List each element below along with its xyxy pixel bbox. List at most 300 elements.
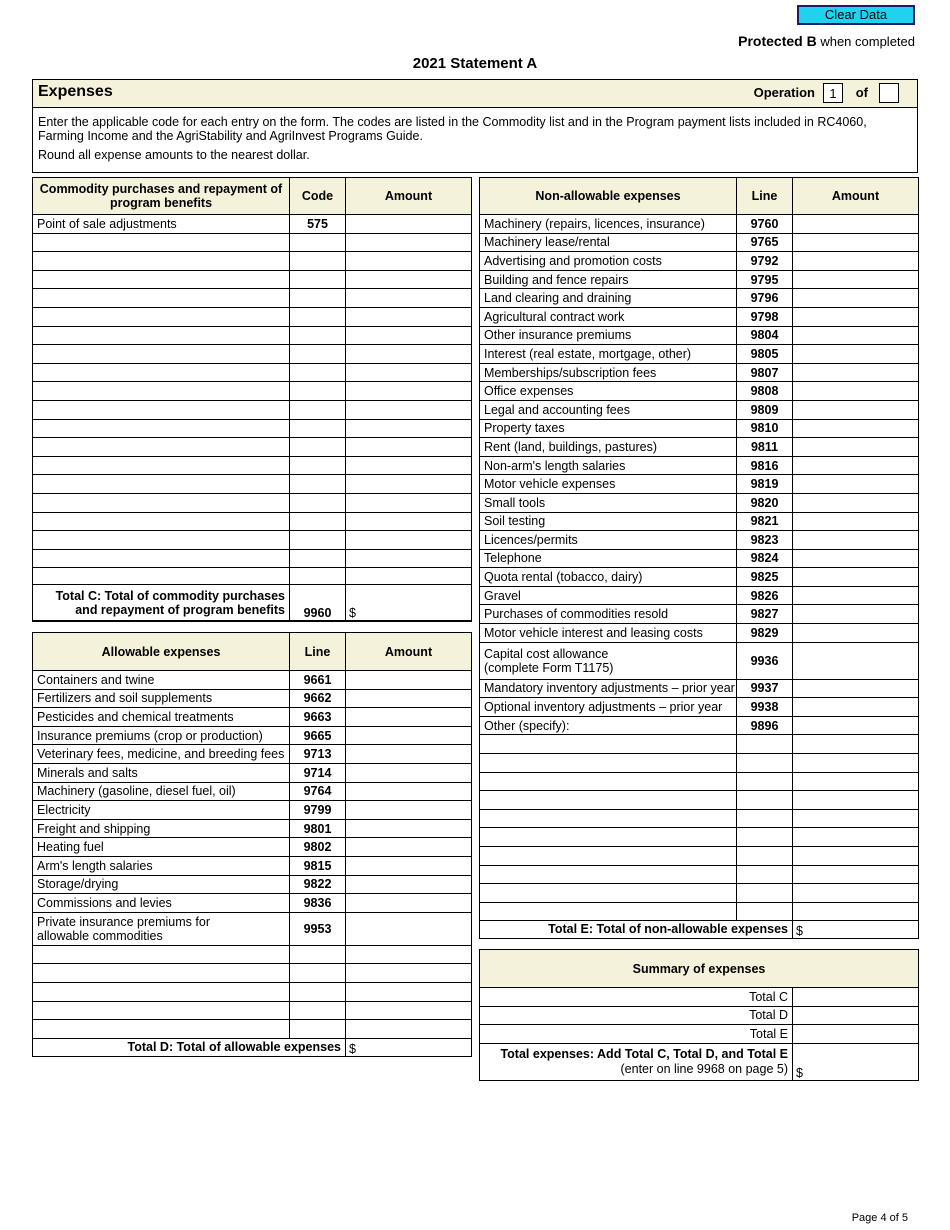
line-number: 9807 [737, 363, 793, 382]
line-number-field[interactable] [290, 945, 346, 964]
amount-field[interactable] [346, 568, 472, 585]
expense-label: Land clearing and draining [480, 289, 737, 308]
expense-label: Fertilizers and soil supplements [33, 689, 290, 708]
expense-label: Soil testing [480, 512, 737, 531]
allowable-expenses-table [32, 632, 472, 1057]
expense-label: Gravel [480, 586, 737, 605]
table-row [33, 1001, 472, 1020]
table-row [33, 233, 472, 252]
expense-label: Other (specify): [480, 716, 737, 735]
amount-field[interactable] [793, 828, 919, 847]
table-row [33, 763, 472, 782]
commodity-code-field[interactable] [290, 345, 346, 364]
expense-description-field[interactable] [33, 982, 290, 1001]
amount-field[interactable] [793, 735, 919, 754]
expense-label: Freight and shipping [33, 819, 290, 838]
expense-description-field[interactable] [33, 1020, 290, 1039]
amount-field[interactable] [793, 475, 919, 494]
line-number: 9662 [290, 689, 346, 708]
commodity-description-field[interactable] [33, 326, 290, 345]
amount-field[interactable] [793, 215, 919, 234]
commodity-code-field[interactable] [290, 475, 346, 494]
table-row [33, 326, 472, 345]
expense-label: Machinery lease/rental [480, 233, 737, 252]
line-number: 9826 [737, 586, 793, 605]
table-row [33, 549, 472, 568]
amount-field[interactable] [793, 363, 919, 382]
expense-label: Insurance premiums (crop or production) [33, 726, 290, 745]
private-insurance-label-1: Private insurance premiums for [37, 914, 210, 929]
table-row [33, 270, 472, 289]
commodity-code-field[interactable] [290, 252, 346, 271]
expense-description-field[interactable] [480, 828, 737, 847]
commodity-code-field[interactable] [290, 233, 346, 252]
table-row [480, 809, 919, 828]
currency-symbol: $ [796, 1065, 803, 1080]
instructions [33, 108, 917, 162]
total-c-row [33, 585, 472, 621]
amount-field[interactable] [793, 586, 919, 605]
amount-field[interactable] [793, 512, 919, 531]
amount-field[interactable] [793, 605, 919, 624]
amount-field[interactable] [346, 493, 472, 512]
amount-field[interactable] [346, 708, 472, 727]
commodity-description-field[interactable] [33, 549, 290, 568]
amount-field[interactable] [346, 400, 472, 419]
line-number: 9819 [737, 475, 793, 494]
expense-label: Containers and twine [33, 671, 290, 690]
commodity-code-field[interactable] [290, 568, 346, 585]
amount-field[interactable] [346, 289, 472, 308]
operation-label: Operation [753, 85, 815, 100]
commodity-description-field[interactable] [33, 512, 290, 531]
commodity-description-field[interactable] [33, 400, 290, 419]
expense-description-field[interactable] [33, 945, 290, 964]
table-row [33, 345, 472, 364]
amount-field[interactable] [346, 1020, 472, 1039]
amount-field[interactable] [346, 945, 472, 964]
commodity-description-field[interactable] [33, 475, 290, 494]
total-d-amount-field[interactable] [346, 1038, 472, 1056]
expense-description-field[interactable] [480, 754, 737, 773]
total-expenses-amount-field[interactable] [793, 1043, 919, 1080]
expenses-header [33, 80, 917, 108]
line-number: 9714 [290, 763, 346, 782]
table-row [33, 782, 472, 801]
amount-field[interactable] [346, 531, 472, 550]
commodity-description-field[interactable] [33, 456, 290, 475]
amount-header: Amount [346, 178, 472, 215]
table-row [480, 586, 919, 605]
amount-field[interactable] [346, 438, 472, 457]
expense-label: Motor vehicle expenses [480, 475, 737, 494]
line-number-field[interactable] [737, 754, 793, 773]
amount-header: Amount [346, 633, 472, 671]
amount-field[interactable] [346, 819, 472, 838]
amount-field[interactable] [346, 782, 472, 801]
amount-field[interactable] [793, 791, 919, 810]
expense-label: Other insurance premiums [480, 326, 737, 345]
line-number: 9764 [290, 782, 346, 801]
table-row [480, 642, 919, 679]
summary-total-label: Total C [480, 988, 793, 1007]
table-row [480, 493, 919, 512]
table-row [33, 456, 472, 475]
amount-field[interactable] [346, 326, 472, 345]
commodity-code-field[interactable] [290, 549, 346, 568]
expense-description-field[interactable] [480, 791, 737, 810]
expenses-section [32, 79, 918, 173]
table-row [480, 884, 919, 903]
amount-field[interactable] [793, 698, 919, 717]
line-number: 9937 [737, 679, 793, 698]
total-expenses-note: (enter on line 9968 on page 5) [620, 1061, 788, 1076]
line-number-field[interactable] [290, 982, 346, 1001]
amount-field[interactable] [346, 270, 472, 289]
amount-field[interactable] [346, 964, 472, 983]
amount-field[interactable] [793, 549, 919, 568]
table-row [480, 400, 919, 419]
operation-total-field[interactable] [879, 83, 899, 103]
protected-rest: when completed [816, 34, 915, 49]
commodity-description-field[interactable] [33, 345, 290, 364]
table-row [480, 549, 919, 568]
total-c-code: 9960 [290, 585, 346, 621]
commodity-code-field[interactable] [290, 382, 346, 401]
line-number: 9661 [290, 671, 346, 690]
cca-label-2: (complete Form T1175) [484, 660, 614, 675]
line-number-field[interactable] [737, 865, 793, 884]
amount-field[interactable] [793, 531, 919, 550]
line-number: 9936 [737, 642, 793, 679]
line-number-field[interactable] [737, 791, 793, 810]
expense-label: Advertising and promotion costs [480, 252, 737, 271]
commodity-code-field[interactable] [290, 400, 346, 419]
amount-field[interactable] [346, 763, 472, 782]
amount-field[interactable] [793, 754, 919, 773]
commodity-code-field[interactable] [290, 326, 346, 345]
amount-field[interactable] [346, 856, 472, 875]
line-number: 9836 [290, 894, 346, 913]
amount-field[interactable] [793, 568, 919, 587]
amount-field[interactable] [346, 512, 472, 531]
expense-label [33, 912, 290, 945]
commodity-description-field[interactable] [33, 531, 290, 550]
table-row [480, 865, 919, 884]
line-number: 9810 [737, 419, 793, 438]
protected-label: Protected B [738, 33, 817, 49]
commodity-description-field[interactable] [33, 270, 290, 289]
expense-label: Interest (real estate, mortgage, other) [480, 345, 737, 364]
expense-label: Quota rental (tobacco, dairy) [480, 568, 737, 587]
expense-label: Small tools [480, 493, 737, 512]
amount-field[interactable] [793, 289, 919, 308]
amount-field[interactable] [346, 745, 472, 764]
commodity-code-field[interactable] [290, 363, 346, 382]
line-number: 9815 [290, 856, 346, 875]
non-allowable-expenses-table [479, 177, 919, 939]
table-row [480, 531, 919, 550]
amount-field[interactable] [793, 988, 919, 1007]
amount-field[interactable] [793, 270, 919, 289]
line-number-field[interactable] [290, 1020, 346, 1039]
table-row [480, 828, 919, 847]
amount-field[interactable] [793, 902, 919, 921]
table-row [33, 252, 472, 271]
amount-field[interactable] [346, 307, 472, 326]
table-row [480, 698, 919, 717]
expenses-title: Expenses [38, 83, 113, 100]
expense-description-field[interactable] [33, 964, 290, 983]
expense-label: Machinery (repairs, licences, insurance) [480, 215, 737, 234]
expense-description-field[interactable] [480, 809, 737, 828]
expense-label: Telephone [480, 549, 737, 568]
commodity-description-field[interactable] [33, 289, 290, 308]
table-row [480, 307, 919, 326]
line-number: 9713 [290, 745, 346, 764]
rounding-instruction: Round all expense amounts to the nearest dollar. [38, 148, 310, 162]
table-row [33, 819, 472, 838]
table-row [33, 493, 472, 512]
line-number: 9801 [290, 819, 346, 838]
total-e-amount-field[interactable] [793, 921, 919, 939]
amount-field[interactable] [793, 642, 919, 679]
line-number: 9824 [737, 549, 793, 568]
commodity-code-field[interactable] [290, 438, 346, 457]
expense-label: Building and fence repairs [480, 270, 737, 289]
amount-field[interactable] [793, 326, 919, 345]
line-number: 9827 [737, 605, 793, 624]
expense-label: Purchases of commodities resold [480, 605, 737, 624]
table-row [480, 679, 919, 698]
clear-data-button[interactable]: Clear Data [797, 5, 915, 25]
code-header: Code [290, 178, 346, 215]
amount-field[interactable] [346, 1001, 472, 1020]
table-row [33, 708, 472, 727]
expense-description-field[interactable] [480, 847, 737, 866]
expense-description-field[interactable] [480, 865, 737, 884]
amount-field[interactable] [793, 233, 919, 252]
summary-total-label: Total D [480, 1006, 793, 1025]
commodity-code-field[interactable] [290, 307, 346, 326]
table-row [33, 982, 472, 1001]
table-row [33, 419, 472, 438]
line-number-field[interactable] [737, 902, 793, 921]
amount-field[interactable] [346, 671, 472, 690]
table-row [33, 671, 472, 690]
table-row [33, 531, 472, 550]
expense-description-field[interactable] [480, 735, 737, 754]
table-row [480, 754, 919, 773]
expense-label: Electricity [33, 801, 290, 820]
line-number: 9796 [737, 289, 793, 308]
table-row [480, 345, 919, 364]
amount-field[interactable] [793, 345, 919, 364]
commodity-code-field[interactable] [290, 419, 346, 438]
instruction-text: Enter the applicable code for each entry on the form. The codes are listed in the Commodity list and in the Program payment lists included in RC4060, Farming Income and the AgriStability and AgriInvest Programs Guide. [38, 115, 867, 143]
line-number: 9802 [290, 838, 346, 857]
amount-field[interactable] [793, 772, 919, 791]
expense-description-field[interactable] [33, 1001, 290, 1020]
amount-field[interactable] [793, 400, 919, 419]
amount-field[interactable] [793, 438, 919, 457]
summary-of-expenses-table [479, 949, 919, 1081]
commodity-purchases-table [32, 177, 472, 622]
amount-field[interactable] [793, 382, 919, 401]
table-row [480, 475, 919, 494]
commodity-code-field[interactable] [290, 512, 346, 531]
amount-field[interactable] [346, 233, 472, 252]
amount-field[interactable] [346, 456, 472, 475]
commodity-code-field[interactable] [290, 493, 346, 512]
total-d-row [33, 1038, 472, 1056]
commodity-description-field[interactable] [33, 438, 290, 457]
expense-label: Veterinary fees, medicine, and breeding fees [33, 745, 290, 764]
amount-field[interactable] [793, 252, 919, 271]
commodity-description-field[interactable] [33, 307, 290, 326]
table-row [480, 215, 919, 234]
line-number-field[interactable] [290, 1001, 346, 1020]
line-number: 9663 [290, 708, 346, 727]
amount-field[interactable] [793, 624, 919, 643]
expense-description-field[interactable] [480, 884, 737, 903]
amount-field[interactable] [346, 838, 472, 857]
commodity-description-field[interactable] [33, 419, 290, 438]
amount-field[interactable] [346, 689, 472, 708]
line-number: 9805 [737, 345, 793, 364]
commodity-description-field[interactable] [33, 493, 290, 512]
line-number-field[interactable] [737, 735, 793, 754]
line-number-field[interactable] [737, 884, 793, 903]
total-d-label: Total D: Total of allowable expenses [33, 1038, 346, 1056]
amount-field[interactable] [346, 382, 472, 401]
amount-field[interactable] [346, 215, 472, 234]
operation-number-field[interactable]: 1 [823, 83, 843, 103]
amount-field[interactable] [346, 912, 472, 945]
table-row [33, 289, 472, 308]
table-row [33, 964, 472, 983]
amount-field[interactable] [793, 307, 919, 326]
amount-field[interactable] [346, 345, 472, 364]
expense-label: Pesticides and chemical treatments [33, 708, 290, 727]
line-number-field[interactable] [737, 847, 793, 866]
commodity-description-field[interactable] [33, 382, 290, 401]
commodity-code-field[interactable] [290, 270, 346, 289]
table-row [33, 400, 472, 419]
table-row [33, 215, 472, 234]
cca-label-1: Capital cost allowance [484, 646, 609, 661]
amount-field[interactable] [793, 1006, 919, 1025]
line-number-field[interactable] [737, 772, 793, 791]
table-row [480, 1025, 919, 1044]
table-row [33, 438, 472, 457]
expense-label [480, 642, 737, 679]
amount-field[interactable] [793, 456, 919, 475]
amount-field[interactable] [793, 716, 919, 735]
page-title: 2021 Statement A [412, 55, 538, 72]
amount-field[interactable] [346, 894, 472, 913]
table-row [33, 512, 472, 531]
commodity-code-field[interactable] [290, 531, 346, 550]
amount-field[interactable] [793, 419, 919, 438]
table-row [480, 456, 919, 475]
expense-label: Mandatory inventory adjustments – prior year [480, 679, 737, 698]
amount-field[interactable] [346, 363, 472, 382]
table-row [480, 512, 919, 531]
total-c-label: Total C: Total of commodity purchases and repayment of program benefits [33, 585, 290, 621]
line-number: 9665 [290, 726, 346, 745]
expense-label: Machinery (gasoline, diesel fuel, oil) [33, 782, 290, 801]
expense-label: Non-arm's length salaries [480, 456, 737, 475]
amount-field[interactable] [793, 1025, 919, 1044]
commodity-description-field[interactable] [33, 252, 290, 271]
amount-field[interactable] [346, 982, 472, 1001]
line-number: 9799 [290, 801, 346, 820]
table-row [33, 875, 472, 894]
amount-field[interactable] [346, 419, 472, 438]
amount-field[interactable] [793, 865, 919, 884]
commodity-code-field[interactable] [290, 289, 346, 308]
table-row [480, 233, 919, 252]
page-number: Page 4 of 5 [851, 1212, 908, 1224]
table-row [480, 270, 919, 289]
expense-label: Licences/permits [480, 531, 737, 550]
total-c-amount-field[interactable] [346, 585, 472, 621]
expense-label: Rent (land, buildings, pastures) [480, 438, 737, 457]
commodity-description-field[interactable] [33, 363, 290, 382]
commodity-code-field[interactable] [290, 456, 346, 475]
total-expenses-title: Total expenses: Add Total C, Total D, and Total E [500, 1046, 788, 1061]
expense-description-field[interactable] [480, 772, 737, 791]
table-row [480, 382, 919, 401]
table-row [33, 838, 472, 857]
commodity-description-field[interactable] [33, 233, 290, 252]
line-number-field[interactable] [737, 828, 793, 847]
amount-field[interactable] [346, 549, 472, 568]
line-number: 9829 [737, 624, 793, 643]
amount-field[interactable] [346, 875, 472, 894]
commodity-label: Point of sale adjustments [33, 215, 290, 234]
amount-field[interactable] [793, 679, 919, 698]
amount-field[interactable] [793, 847, 919, 866]
amount-field[interactable] [793, 493, 919, 512]
amount-field[interactable] [346, 475, 472, 494]
total-expenses-row [480, 1043, 919, 1080]
expense-label: Memberships/subscription fees [480, 363, 737, 382]
amount-field[interactable] [346, 252, 472, 271]
amount-field[interactable] [793, 884, 919, 903]
table-row [480, 902, 919, 921]
table-row [480, 438, 919, 457]
amount-field[interactable] [346, 726, 472, 745]
table-row [33, 726, 472, 745]
commodity-description-field[interactable] [33, 568, 290, 585]
line-number-field[interactable] [290, 964, 346, 983]
table-row [480, 252, 919, 271]
line-header: Line [290, 633, 346, 671]
table-row [480, 1006, 919, 1025]
amount-field[interactable] [346, 801, 472, 820]
amount-field[interactable] [793, 809, 919, 828]
line-number: 9953 [290, 912, 346, 945]
table-row [480, 988, 919, 1007]
expense-description-field[interactable] [480, 902, 737, 921]
line-number: 9765 [737, 233, 793, 252]
expense-label: Arm's length salaries [33, 856, 290, 875]
line-number: 9798 [737, 307, 793, 326]
line-number-field[interactable] [737, 809, 793, 828]
non-allowable-header: Non-allowable expenses [480, 178, 737, 215]
